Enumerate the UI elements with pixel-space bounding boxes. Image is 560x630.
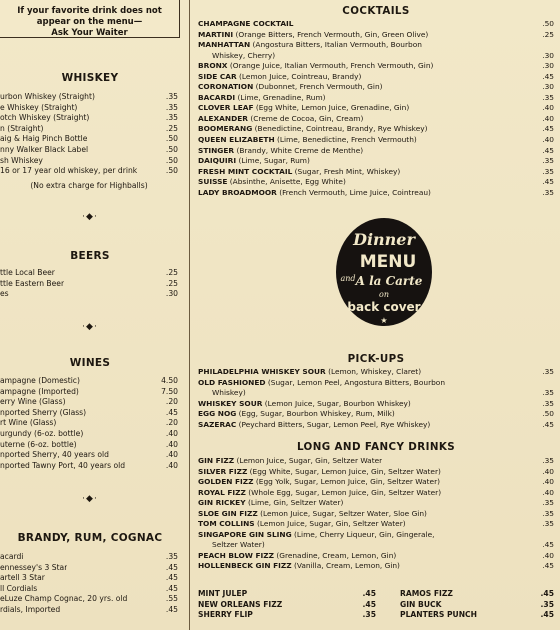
item-name: acardi <box>0 552 24 561</box>
ornament-divider: ·◆· <box>82 494 98 504</box>
item-price: 7.50 <box>161 386 178 396</box>
item-desc: (Orange Bitters, French Vermouth, Gin, Green Olive) <box>235 29 429 39</box>
item-price: .35 <box>542 156 554 166</box>
item-name: GIN FIZZ <box>198 456 235 465</box>
item-name: otch Whiskey (Straight) <box>0 113 90 123</box>
item-price: .25 <box>165 268 178 277</box>
list-item <box>198 477 554 488</box>
list-item <box>198 93 554 104</box>
list-item <box>0 552 178 563</box>
wines-list <box>0 376 178 471</box>
star-icon: ★ <box>380 316 388 325</box>
item-price: .30 <box>165 289 178 299</box>
item-name: ampagne (Imported) <box>0 386 79 396</box>
list-item <box>0 450 178 461</box>
list-item <box>198 519 554 530</box>
item-name: sh Whiskey <box>0 155 43 165</box>
item-price: .40 <box>165 450 178 460</box>
list-item <box>400 589 554 600</box>
long-drinks-title: LONG AND FANCY DRINKS <box>296 441 456 453</box>
item-price: .40 <box>165 428 178 438</box>
item-price: .35 <box>542 398 554 408</box>
list-item <box>0 166 178 177</box>
list-item <box>0 92 178 103</box>
item-price: .40 <box>165 460 178 470</box>
item-desc: (Lime, Grenadine, Rum) <box>237 92 326 102</box>
item-name: CHAMPAGNE COCKTAIL <box>198 19 294 28</box>
item-desc: (Egg, Sugar, Bourbon Whiskey, Rum, Milk) <box>238 409 395 419</box>
right-column <box>198 0 558 630</box>
item-desc: (Benedictine, Cointreau, Brandy, Rye Whiskey) <box>254 124 428 134</box>
item-name: WHISKEY SOUR <box>198 398 263 408</box>
list-item <box>400 600 554 611</box>
item-price: .20 <box>165 418 178 428</box>
item-name: SHERRY FLIP <box>198 610 253 619</box>
beers-title: BEERS <box>70 250 110 262</box>
list-item <box>198 103 554 114</box>
list-item <box>0 387 178 398</box>
item-price: .45 <box>542 71 554 81</box>
item-price: .45 <box>542 124 554 134</box>
item-name: urbon Whiskey (Straight) <box>0 92 95 101</box>
item-price <box>550 378 554 389</box>
item-price: .50 <box>165 134 178 144</box>
wines-title: WINES <box>69 357 111 369</box>
item-desc: (Peychard Bitters, Sugar, Lemon Peel, Rye Whiskey) <box>238 419 431 429</box>
list-item <box>198 124 554 135</box>
item-name: ampagne (Domestic) <box>0 376 80 385</box>
item-desc: (Absinthe, Anisette, Egg White) <box>229 177 346 187</box>
item-price: .40 <box>542 466 554 476</box>
item-name: BACARDI <box>198 92 236 102</box>
list-item <box>0 605 178 616</box>
item-price: .30 <box>542 82 554 92</box>
item-desc: (Dubonnet, French Vermouth, Gin) <box>255 82 383 92</box>
list-item <box>198 600 376 611</box>
item-desc: (Lemon Juice, Sugar, Bourbon Whiskey) <box>264 398 411 408</box>
item-name: CORONATION <box>198 82 254 92</box>
item-name: aig & Haig Pinch Bottle <box>0 134 88 144</box>
list-item <box>0 134 178 145</box>
item-name: GIN RICKEY <box>198 498 246 508</box>
dinner-menu-badge <box>334 215 434 330</box>
item-price: .25 <box>165 278 178 288</box>
item-price: .55 <box>165 594 178 604</box>
item-desc: (Lime, Benedictine, French Vermouth) <box>277 135 417 145</box>
list-item <box>198 409 554 420</box>
item-price: .40 <box>542 487 554 497</box>
list-item <box>0 418 178 429</box>
item-price <box>550 530 554 541</box>
item-price: .35 <box>165 92 178 101</box>
item-name: QUEEN ELIZABETH <box>198 135 275 145</box>
item-name: es <box>0 289 9 299</box>
item-price: .35 <box>542 92 554 102</box>
item-price: .35 <box>542 498 554 508</box>
cocktails-list <box>198 19 554 198</box>
item-price: .35 <box>542 519 554 529</box>
list-item <box>198 72 554 83</box>
left-column <box>0 0 190 630</box>
list-item <box>198 399 554 410</box>
item-name: RAMOS FIZZ <box>400 589 453 598</box>
item-name: rdials, Imported <box>0 604 61 614</box>
list-item <box>198 114 554 125</box>
item-price: .40 <box>542 135 554 145</box>
brandy-title: BRANDY, RUM, COGNAC <box>17 532 163 544</box>
item-price: .35 <box>542 187 554 197</box>
item-price: .45 <box>540 589 554 598</box>
list-item <box>0 145 178 156</box>
item-price: .45 <box>362 599 376 609</box>
badge-dinner: Dinner <box>353 230 415 249</box>
item-price: .45 <box>165 562 178 572</box>
item-desc: (Whole Egg, Sugar, Lemon Juice, Gin, Seltzer Water) <box>248 487 442 497</box>
list-item <box>198 378 554 389</box>
item-desc: Seltzer Water) <box>212 540 265 550</box>
ask-waiter-note <box>0 0 180 38</box>
column-divider <box>189 0 190 630</box>
item-desc: (Sugar, Lemon Peel, Angostura Bitters, Bourbon <box>267 377 446 387</box>
list-item <box>198 167 554 178</box>
list-item <box>0 113 178 124</box>
item-name: SIDE CAR <box>198 71 237 81</box>
item-name: erry Wine (Glass) <box>0 397 66 407</box>
item-price: .40 <box>542 103 554 113</box>
item-name: MANHATTAN <box>198 40 251 50</box>
item-price: .40 <box>542 113 554 123</box>
item-price: .45 <box>165 604 178 614</box>
item-name: ROYAL FIZZ <box>198 487 246 497</box>
item-name: ll Cordials <box>0 583 38 593</box>
item-price: .35 <box>542 388 554 398</box>
list-item <box>198 561 554 572</box>
list-item <box>198 177 554 188</box>
item-desc: (Brandy, White Creme de Menthe) <box>236 145 364 155</box>
item-name: NEW ORLEANS FIZZ <box>198 599 283 609</box>
list-item <box>198 610 376 621</box>
item-price: .50 <box>542 19 554 28</box>
item-name: ttle Local Beer <box>0 268 55 277</box>
list-item <box>198 420 554 431</box>
long-drinks-list <box>198 456 554 572</box>
badge-on: on <box>379 290 389 299</box>
list-item <box>0 268 178 279</box>
item-price: .30 <box>542 50 554 60</box>
item-price: .40 <box>542 477 554 487</box>
item-name: SINGAPORE GIN SLING <box>198 529 292 539</box>
item-price: .35 <box>542 367 554 376</box>
item-desc: (Lemon, Whiskey, Claret) <box>328 367 422 376</box>
item-price: .45 <box>542 419 554 429</box>
item-price: 4.50 <box>161 376 178 385</box>
note-line-3: Ask Your Waiter <box>51 28 128 38</box>
list-item <box>198 188 554 199</box>
item-price: .45 <box>542 145 554 155</box>
item-desc: (Orange Juice, Italian Vermouth, French Vermouth, Gin) <box>229 61 434 71</box>
item-price: .25 <box>165 123 178 133</box>
item-desc: (French Vermouth, Lime Juice, Cointreau) <box>279 187 431 197</box>
item-desc: (Lemon Juice, Sugar, Seltzer Water, Sloe Gin) <box>260 508 427 518</box>
item-name: GOLDEN FIZZ <box>198 477 254 487</box>
item-name: SAZERAC <box>198 419 237 429</box>
whiskey-list <box>0 92 178 191</box>
list-item <box>198 488 554 499</box>
note-line-1: If your favorite drink does not <box>17 6 162 16</box>
item-name: ttle Eastern Beer <box>0 278 65 288</box>
ornament-divider: ·◆· <box>82 212 98 222</box>
item-desc: (Grenadine, Cream, Lemon, Gin) <box>276 550 397 560</box>
list-item <box>0 156 178 167</box>
whiskey-title: WHISKEY <box>61 72 119 84</box>
list-item <box>198 509 554 520</box>
list-item <box>198 135 554 146</box>
list-item <box>198 40 554 51</box>
list-item <box>0 376 178 387</box>
item-price: .35 <box>542 456 554 465</box>
beers-list <box>0 268 178 300</box>
item-name: MINT JULEP <box>198 589 248 598</box>
list-item <box>0 124 178 135</box>
list-item <box>198 551 554 562</box>
item-name: uterne (6-oz. bottle) <box>0 439 77 449</box>
item-name: HOLLENBECK GIN FIZZ <box>198 561 292 571</box>
list-item <box>198 51 554 62</box>
item-price: .45 <box>165 407 178 417</box>
list-item <box>0 408 178 419</box>
list-item <box>198 388 554 399</box>
list-item <box>198 146 554 157</box>
item-name: ennessey's 3 Star <box>0 562 68 572</box>
list-item <box>0 573 178 584</box>
list-item <box>198 61 554 72</box>
item-price <box>550 40 554 51</box>
item-desc: (Egg White, Lemon Juice, Grenadine, Gin) <box>255 103 410 113</box>
list-item <box>0 584 178 595</box>
list-item <box>0 397 178 408</box>
item-price: .45 <box>542 561 554 571</box>
item-price: .35 <box>165 113 178 123</box>
item-price: .45 <box>362 589 376 598</box>
list-item <box>198 19 554 30</box>
item-price: .50 <box>542 409 554 419</box>
item-price: .50 <box>165 155 178 165</box>
item-desc: (Angostura Bitters, Italian Vermouth, Bourbon <box>252 40 422 50</box>
item-name: BRONX <box>198 61 228 71</box>
list-item <box>198 589 376 600</box>
item-name: PLANTERS PUNCH <box>400 610 477 619</box>
item-name: eLuze Champ Cognac, 20 yrs. old <box>0 594 128 604</box>
item-price: .35 <box>540 599 554 609</box>
item-name: PEACH BLOW FIZZ <box>198 550 274 560</box>
item-name: FRESH MINT COCKTAIL <box>198 166 293 176</box>
item-name: 16 or 17 year old whiskey, per drink <box>0 166 138 176</box>
item-name: nny Walker Black Label <box>0 144 89 154</box>
item-price: .35 <box>165 552 178 561</box>
item-price: .45 <box>542 540 554 550</box>
item-desc: (Lime, Gin, Seltzer Water) <box>247 498 344 508</box>
item-name: CLOVER LEAF <box>198 103 254 113</box>
short-drinks-right <box>400 589 554 621</box>
item-desc: (Egg White, Sugar, Lemon Juice, Gin, Seltzer Water) <box>249 466 441 476</box>
item-desc: (Egg Yolk, Sugar, Lemon Juice, Gin, Seltzer Water) <box>255 477 441 487</box>
dinner-menu-badge-graphic <box>334 215 434 330</box>
item-name: LADY BROADMOOR <box>198 187 277 197</box>
item-name: nported Sherry, 40 years old <box>0 450 109 460</box>
item-price: .50 <box>165 166 178 176</box>
item-name: nported Sherry (Glass) <box>0 407 87 417</box>
item-price: .35 <box>542 508 554 518</box>
item-name: OLD FASHIONED <box>198 377 266 387</box>
item-price: .25 <box>542 29 554 39</box>
badge-and: and <box>340 274 356 283</box>
list-item <box>198 30 554 41</box>
item-name: artell 3 Star <box>0 573 45 583</box>
item-price: .45 <box>540 610 554 619</box>
list-item <box>0 429 178 440</box>
item-name: nported Tawny Port, 40 years old <box>0 460 126 470</box>
item-price: .35 <box>362 610 376 619</box>
item-price: .50 <box>165 144 178 154</box>
item-price: .20 <box>165 397 178 407</box>
list-item <box>0 461 178 472</box>
item-name: SILVER FIZZ <box>198 466 248 476</box>
badge-alacarte: A la Carte <box>355 274 423 288</box>
brandy-list <box>0 552 178 616</box>
item-name: n (Straight) <box>0 123 44 133</box>
item-name: ALEXANDER <box>198 113 248 123</box>
item-desc: (Lime, Sugar, Rum) <box>238 156 310 166</box>
list-item <box>198 456 554 467</box>
item-desc: Whiskey, Cherry) <box>212 50 276 60</box>
list-item <box>198 530 554 541</box>
item-price: .45 <box>542 177 554 187</box>
item-price: .40 <box>165 439 178 449</box>
item-name: DAIQUIRI <box>198 156 237 166</box>
item-name: urgundy (6-oz. bottle) <box>0 428 84 438</box>
item-desc: (Creme de Cocoa, Gin, Cream) <box>250 113 364 123</box>
item-desc: (Lemon Juice, Sugar, Gin, Seltzer Water) <box>257 519 406 529</box>
list-item <box>198 498 554 509</box>
list-item <box>198 540 554 551</box>
list-item <box>0 563 178 574</box>
highball-note: (No extra charge for Highballs) <box>30 180 148 190</box>
badge-menu: MENU <box>359 252 417 272</box>
list-item <box>0 440 178 451</box>
list-item <box>198 156 554 167</box>
item-desc: (Lemon Juice, Cointreau, Brandy) <box>239 71 362 81</box>
pickups-list <box>198 367 554 430</box>
cocktails-title: COCKTAILS <box>342 5 410 17</box>
list-item <box>0 594 178 605</box>
item-price: .40 <box>542 550 554 560</box>
item-name: rt Wine (Glass) <box>0 418 57 428</box>
list-item <box>198 467 554 478</box>
item-price: .30 <box>542 61 554 71</box>
item-price: .45 <box>165 583 178 593</box>
badge-back-cover: back cover <box>347 300 421 314</box>
list-item <box>0 103 178 114</box>
list-item <box>0 279 178 290</box>
item-name: BOOMERANG <box>198 124 253 134</box>
item-price: .35 <box>542 166 554 176</box>
item-name: EGG NOG <box>198 409 237 419</box>
item-name: MARTINI <box>198 29 234 39</box>
list-item <box>198 367 554 378</box>
item-name: PHILADELPHIA WHISKEY SOUR <box>198 367 326 376</box>
item-desc: (Vanilla, Cream, Lemon, Gin) <box>293 561 400 571</box>
item-desc: (Lemon Juice, Sugar, Gin, Seltzer Water <box>236 456 383 465</box>
item-desc: (Lime, Cherry Liqueur, Gin, Gingerale, <box>294 529 435 539</box>
list-item <box>0 289 178 300</box>
list-item <box>198 82 554 93</box>
pickups-title: PICK-UPS <box>347 353 405 365</box>
item-desc: Whiskey) <box>212 388 246 398</box>
item-name: SLOE GIN FIZZ <box>198 508 258 518</box>
item-price: .45 <box>165 573 178 583</box>
item-name: SUISSE <box>198 177 228 187</box>
item-name: TOM COLLINS <box>198 519 255 529</box>
item-desc: (Sugar, Fresh Mint, Whiskey) <box>294 166 401 176</box>
item-name: GIN BUCK <box>400 599 442 609</box>
short-drinks-left <box>198 589 376 621</box>
item-name: e Whiskey (Straight) <box>0 102 78 112</box>
item-price: .35 <box>165 102 178 112</box>
ornament-divider: ·◆· <box>82 322 98 332</box>
list-item <box>400 610 554 621</box>
note-line-2: appear on the menu— <box>36 17 143 27</box>
item-name: STINGER <box>198 145 235 155</box>
